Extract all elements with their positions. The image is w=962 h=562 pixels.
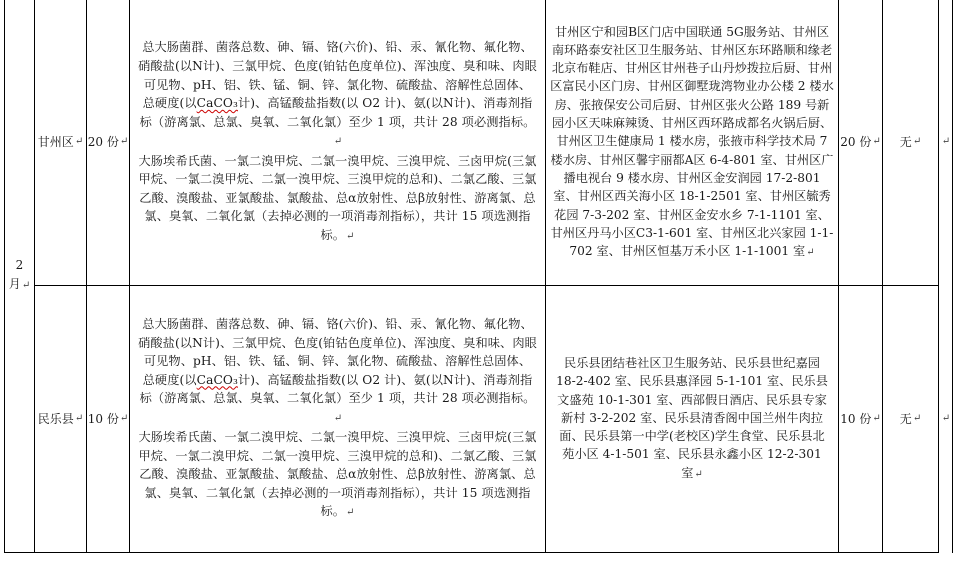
qualified-count-cell [839, 0, 882, 285]
sampling-locations: 甘州区宁和园B区门店中国联通 5G服务站、甘州区南环路泰安社区卫生服务站、甘州区东环路顺和缘老北京布鞋店、甘州区甘州巷子山丹炒拨拉后厨、甘州区富民小区门房、甘州区御墅珑湾物业办公楼 2 楼水房、张掖保安公司后厨、甘州区张火公路 189 号新园小区天味麻辣烫、甘州区西环路成都名火锅后厨、甘州区卫生健康局 1 楼水房，张掖市科学技术局 7 楼水房、甘州区馨宇丽都A区 6-4-801 室、甘州区广播电视台 9 楼水房、甘州区金安润园 17-2-801 室、甘州区西关海小区 18-1-2501 室、甘州区毓秀花园 7-3-202 室、甘州区金安水乡 7-1-1101 室、甘州区丹马小区C3-1-601 室、甘州区北兴家园 1-1-702 室、甘州区恒基万禾小区 1-1-1001 室 [550, 24, 834, 259]
paragraph-mark: ↵ [872, 412, 881, 424]
paragraph-mark: ↵ [74, 412, 84, 424]
test-items-cell [130, 0, 545, 285]
paragraph-mark: ↵ [333, 412, 343, 424]
sampling-locations-cell [546, 0, 838, 285]
paragraph-mark: ↵ [912, 136, 922, 148]
district-name: 甘州区 [37, 135, 74, 150]
table-border-bottom [4, 552, 939, 553]
paragraph-mark: ↵ [333, 136, 343, 148]
month-cell [5, 0, 34, 552]
sample-count: 20 份 [87, 135, 119, 150]
sample-count: 10 份 [87, 411, 119, 426]
paragraph-mark: ↵ [119, 412, 129, 424]
paragraph-mark: ↵ [346, 230, 355, 242]
district-name: 民乐县 [37, 411, 74, 426]
row-end-mark: ↵ [941, 136, 951, 148]
qualified-count: 20 份 [840, 135, 872, 150]
remark-cell [883, 0, 938, 285]
optional-indicators: 大肠埃希氏菌、一氯二溴甲烷、二氯一溴甲烷、三溴甲烷、三卤甲烷(三氯甲烷、一氯二溴甲烷、二氯一溴甲烷、三溴甲烷的总和)、二氯乙酸、三氯乙酸、溴酸盐、亚氯酸盐、氯酸盐、总α放射性、总β放射性、游离氯、总氯、臭氧、二氧化氯（去掉必测的一项消毒剂指标），共计 15 项选测指标。↵ [138, 430, 537, 519]
paragraph-mark: ↵ [872, 136, 881, 148]
remark-cell [883, 286, 938, 552]
paragraph-mark: ↵ [912, 412, 922, 424]
paragraph-mark: ↵ [21, 280, 31, 291]
mandatory-indicators: 总大肠菌群、菌落总数、砷、镉、铬(六价)、铅、汞、氰化物、氟化物、硝酸盐(以N计)、三氯甲烷、色度(铂钴色度单位)、浑浊度、臭和味、肉眼可见物、pH、铝、铁、锰、铜、锌、氯化物、硫酸盐、溶解性总固体、总硬度(以CaCO₃计)、高锰酸盐指数(以 O2 计)、氨(以N计)、消毒剂指标（游离氯、总氯、臭氧、二氧化氯）至少 1 项，共计 28 项必测指标。↵ [138, 316, 537, 424]
qualified-count: 10 份 [840, 411, 872, 426]
remark: 无 [899, 411, 912, 426]
sampling-locations-cell [546, 286, 838, 552]
paragraph-mark: ↵ [346, 507, 355, 519]
row-end-mark: ↵ [941, 412, 951, 424]
district-cell [35, 0, 86, 285]
sample-count-cell [87, 0, 129, 285]
district-cell [35, 286, 86, 552]
table-border-outer [952, 0, 953, 553]
month-unit: 月 [8, 277, 21, 291]
paragraph-mark: ↵ [694, 468, 703, 480]
paragraph-mark: ↵ [74, 136, 84, 148]
optional-indicators: 大肠埃希氏菌、一氯二溴甲烷、二氯一溴甲烷、三溴甲烷、三卤甲烷(三氯甲烷、一氯二溴甲烷、二氯一溴甲烷、三溴甲烷的总和)、二氯乙酸、三氯乙酸、溴酸盐、亚氯酸盐、氯酸盐、总α放射性、总β放射性、游离氯、总氯、臭氧、二氧化氯（去掉必测的一项消毒剂指标），共计 15 项选测指标。↵ [138, 153, 537, 242]
paragraph-mark: ↵ [119, 136, 129, 148]
caco3-formula: CaCO₃ [196, 372, 238, 387]
caco3-formula: CaCO₃ [196, 96, 238, 111]
qualified-count-cell [839, 286, 882, 552]
remark: 无 [899, 135, 912, 150]
sampling-locations: 民乐县团结巷社区卫生服务站、民乐县世纪嘉园 18-2-402 室、民乐县惠泽园 5-1-101 室、民乐县文盛苑 10-1-301 室、西部假日酒店、民乐县专家新村 3-2-202 室、民乐县清香阁中国兰州牛肉拉面、民乐县第一中学(老校区)学生食堂、民乐县北苑小区 4-1-501 室、民乐县永鑫小区 12-2-301 室 [556, 355, 828, 480]
test-items-cell [130, 286, 545, 552]
mandatory-indicators: 总大肠菌群、菌落总数、砷、镉、铬(六价)、铅、汞、氰化物、氟化物、硝酸盐(以N计)、三氯甲烷、色度(铂钴色度单位)、浑浊度、臭和味、肉眼可见物、pH、铝、铁、锰、铜、锌、氯化物、硫酸盐、溶解性总固体、总硬度(以CaCO₃计)、高锰酸盐指数(以 O2 计)、氨(以N计)、消毒剂指标（游离氯、总氯、臭氧、二氧化氯）至少 1 项，共计 28 项必测指标。↵ [138, 40, 537, 148]
sample-count-cell [87, 286, 129, 552]
month-number: 2 [15, 258, 24, 273]
paragraph-mark: ↵ [806, 247, 815, 259]
